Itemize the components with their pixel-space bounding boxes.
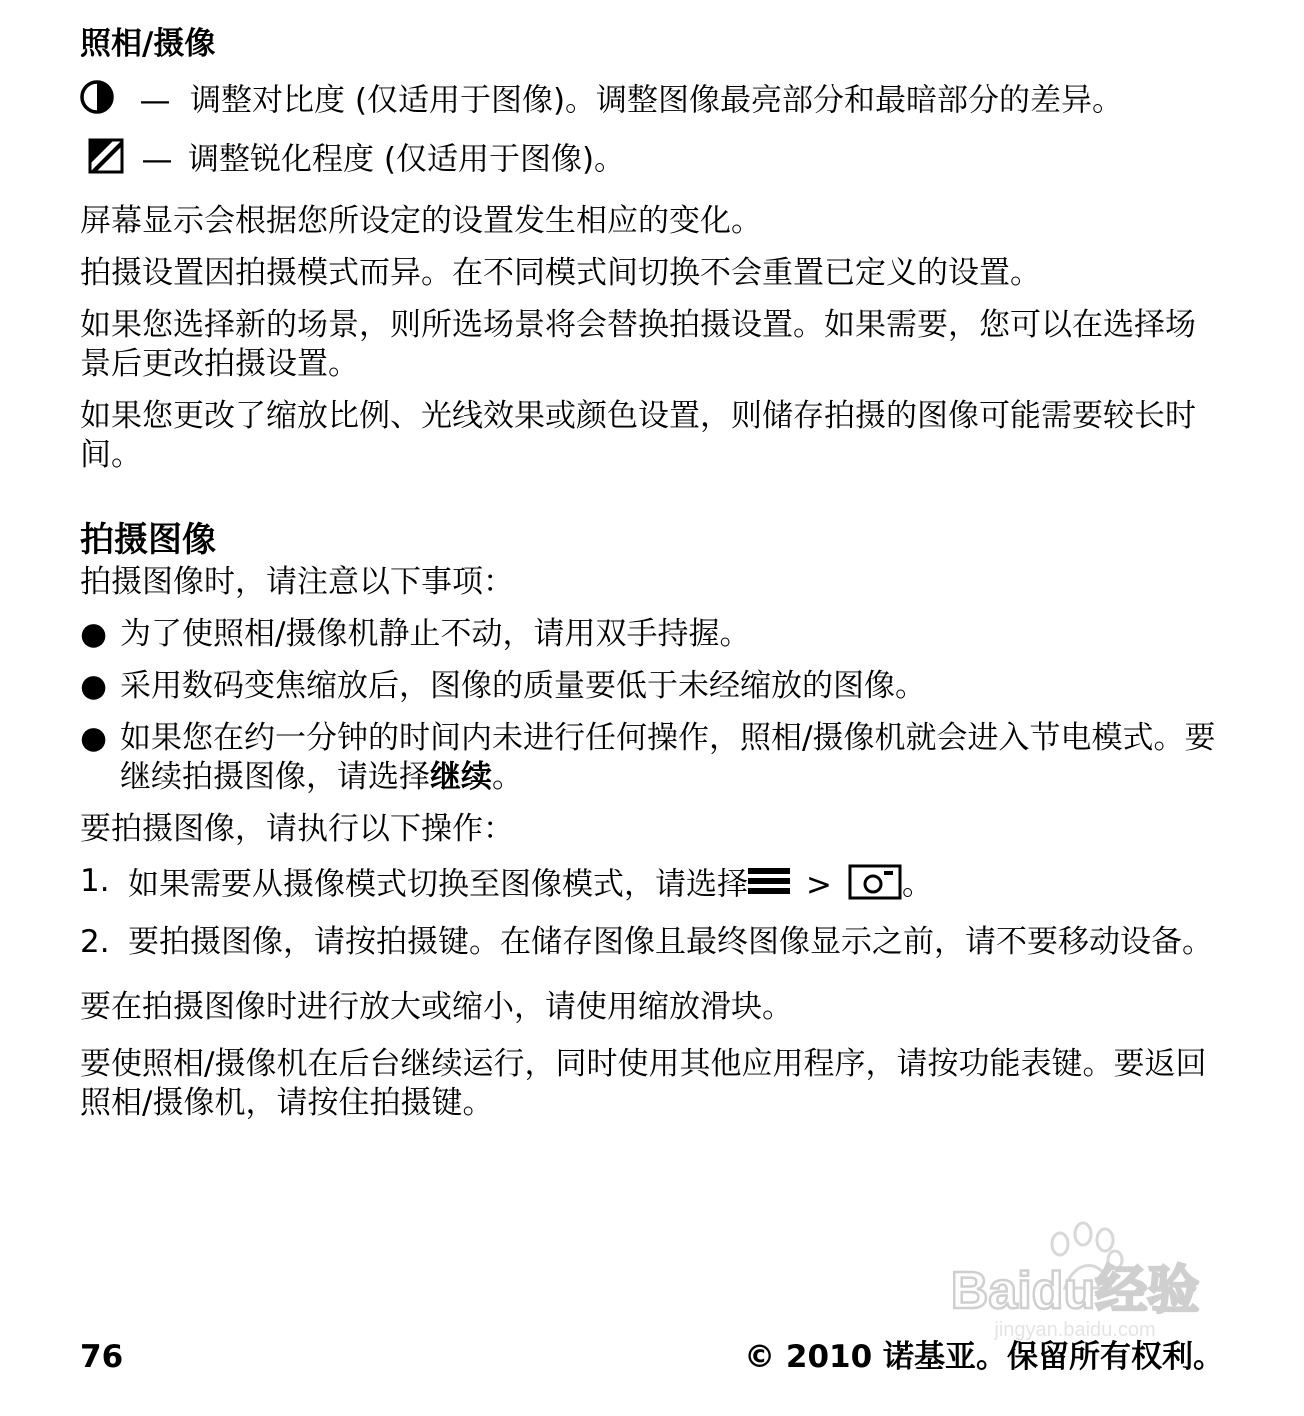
zoom-paragraph: 要在拍摄图像时进行放大或缩小，请使用缩放滑块。 — [80, 989, 793, 1025]
background-paragraph: 要使照相/摄像机在后台继续运行，同时使用其他应用程序，请按功能表键。要返回照相/摄像机，请按住拍摄键。 — [80, 1046, 1207, 1121]
page-number: 76 — [80, 1339, 124, 1375]
list-item — [80, 615, 1225, 654]
bullet-icon: ● — [80, 668, 108, 704]
continue-option: 继续 — [430, 759, 492, 795]
step-text-main: 如果需要从摄像模式切换至图像模式，请选择 — [128, 866, 748, 903]
sharpness-text: 调整锐化程度 (仅适用于图像)。 — [188, 141, 626, 178]
step-item — [80, 862, 1225, 910]
paragraph: 拍摄设置因拍摄模式而异。在不同模式间切换不会重置已定义的设置。 — [80, 255, 1041, 291]
dash: — — [139, 82, 171, 119]
sharpness-icon — [88, 138, 126, 184]
sharpness-item — [80, 138, 1225, 184]
paragraph: 屏幕显示会根据您所设定的设置发生相应的变化。 — [80, 203, 762, 239]
baidu-watermark — [925, 1210, 1225, 1340]
camera-icon — [848, 862, 902, 910]
steps-intro: 要拍摄图像，请执行以下操作： — [80, 811, 514, 847]
paragraph: 如果您更改了缩放比例、光线效果或颜色设置，则储存拍摄的图像可能需要较长时间。 — [80, 398, 1196, 473]
watermark-url: jingyan.baidu.com — [994, 1319, 1156, 1340]
list-item — [80, 667, 1225, 706]
contrast-icon — [80, 79, 120, 125]
tips-list — [80, 615, 1225, 797]
step-text-end: 。 — [901, 866, 933, 903]
list-item-text: 采用数码变焦缩放后，图像的质量要低于未经缩放的图像。 — [120, 668, 926, 704]
paragraph: 如果您选择新的场景，则所选场景将会替换拍摄设置。如果需要，您可以在选择场景后更改拍摄设置。 — [80, 307, 1196, 382]
contrast-text: 调整对比度 (仅适用于图像)。调整图像最亮部分和最暗部分的差异。 — [190, 82, 1124, 119]
step-text: 要拍摄图像，请按拍摄键。在储存图像且最终图像显示之前，请不要移动设备。 — [128, 924, 1213, 960]
page-content — [80, 22, 1225, 1123]
capture-intro: 拍摄图像时，请注意以下事项： — [80, 564, 514, 600]
section-title-camera: 照相/摄像 — [80, 26, 216, 62]
list-item-text-main: 如果您在约一分钟的时间内未进行任何操作，照相/摄像机就会进入节电模式。要继续拍摄图像，请选择 — [120, 720, 1216, 795]
section-title-capture: 拍摄图像 — [80, 520, 216, 560]
step-item — [80, 923, 1225, 962]
menu-separator: > — [806, 866, 832, 903]
contrast-item — [80, 79, 1225, 125]
step-text — [128, 862, 1225, 910]
step-number: 1. — [80, 863, 110, 899]
bullet-icon: ● — [80, 616, 108, 652]
steps-list — [80, 862, 1225, 962]
step-number: 2. — [80, 924, 110, 960]
copyright-notice: © 2010 诺基亚。保留所有权利。 — [744, 1339, 1224, 1375]
dash: — — [141, 141, 173, 178]
watermark-brand: Baidu经验 — [950, 1262, 1200, 1320]
list-item-text-end: 。 — [492, 759, 523, 795]
list-item-text — [120, 719, 1225, 797]
menu-icon — [748, 863, 790, 909]
bullet-icon: ● — [80, 720, 108, 756]
list-item-text: 为了使照相/摄像机静止不动，请用双手持握。 — [120, 616, 751, 652]
list-item — [80, 719, 1225, 797]
